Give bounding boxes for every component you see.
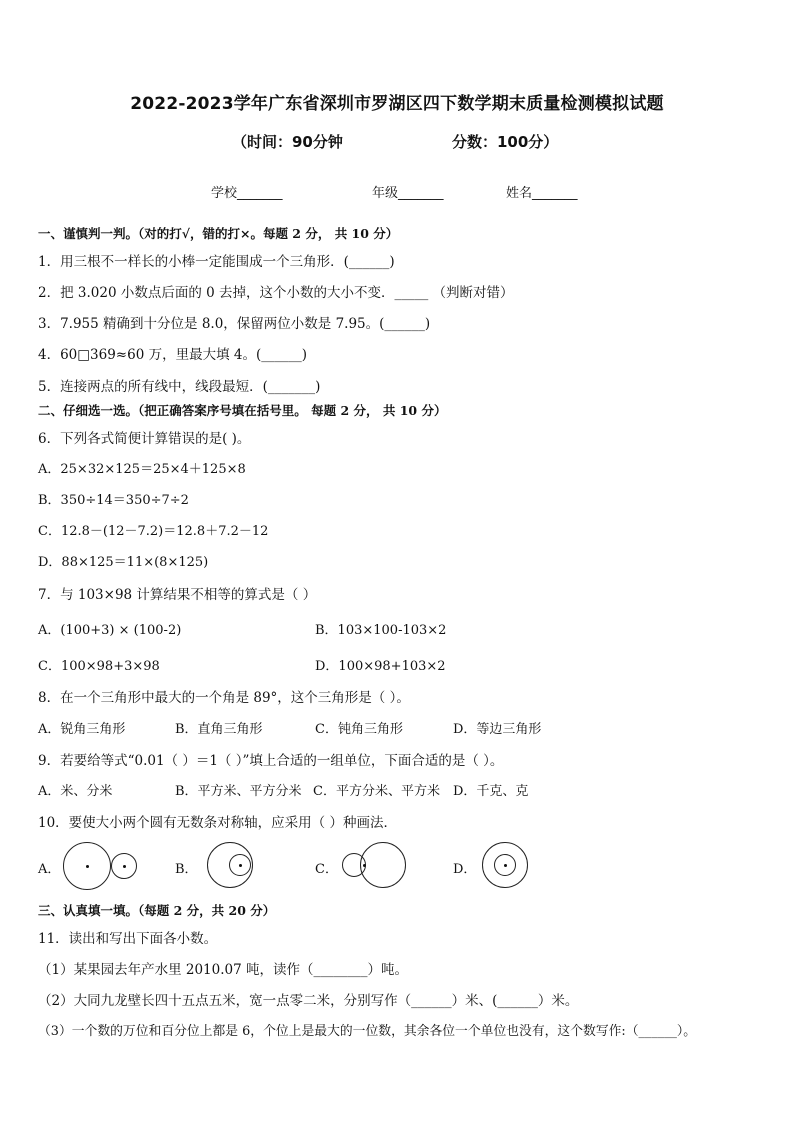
q8-option-b: B．直角三角形 xyxy=(175,722,263,737)
q6-option-c: C．12.8－(12－7.2)＝12.8＋7.2－12 xyxy=(38,524,269,539)
center-dot-icon xyxy=(239,864,242,867)
exam-score: 分数：100分） xyxy=(452,133,559,151)
section-3-heading: 三、认真填一填。（每题 2 分，共 20 分） xyxy=(38,903,276,918)
section-2-heading: 二、仔细选一选。（把正确答案序号填在括号里。 每题 2 分， 共 10 分） xyxy=(38,403,447,418)
q9-option-c: C．平方分米、平方米 xyxy=(313,784,440,799)
q8-option-d: D．等边三角形 xyxy=(453,722,542,737)
q7-option-c: C．100×98+3×98 xyxy=(38,659,160,674)
q10-option-a: A． xyxy=(38,862,61,877)
q7-option-a: A．(100+3) × (100-2) xyxy=(38,623,182,638)
question-11-3: （3）一个数的万位和百分位上都是 6，个位上是最大的一位数，其余各位一个单位也没有，这个数写作:（______）。 xyxy=(38,1024,697,1039)
question-2: 2．把 3.020 小数点后面的 0 去掉，这个小数的大小不变．_____ （判断对错） xyxy=(38,285,514,301)
grade-field: 年级_______ xyxy=(372,186,444,201)
question-6: 6．下列各式简便计算错误的是( )。 xyxy=(38,431,251,447)
q10-option-b: B． xyxy=(175,862,198,877)
q6-option-d: D．88×125＝11×(8×125) xyxy=(38,555,209,570)
question-8: 8．在一个三角形中最大的一个角是 89°，这个三角形是（ ）。 xyxy=(38,690,410,706)
center-dot-icon xyxy=(123,865,126,868)
q6-option-b: B．350÷14＝350÷7÷2 xyxy=(38,493,189,508)
q9-option-a: A．米、分米 xyxy=(38,784,113,799)
q10-option-c: C． xyxy=(315,862,338,877)
q9-option-b: B．平方米、平方分米 xyxy=(175,784,302,799)
q10-option-d: D． xyxy=(453,862,477,877)
question-3: 3．7.955 精确到十分位是 8.0，保留两位小数是 7.95。(______) xyxy=(38,316,431,332)
question-4: 4．60□369≈60 万，里最大填 4。(______) xyxy=(38,347,307,363)
q7-option-d: D．100×98+103×2 xyxy=(315,659,446,674)
q8-option-a: A．锐角三角形 xyxy=(38,722,126,737)
center-dot-icon xyxy=(86,865,89,868)
center-dot-icon xyxy=(504,864,507,867)
center-dot-icon xyxy=(363,864,366,867)
school-field: 学校_______ xyxy=(211,186,283,201)
exam-time: （时间：90分钟 xyxy=(232,133,343,151)
name-field: 姓名_______ xyxy=(506,186,578,201)
question-1: 1．用三根不一样长的小棒一定能围成一个三角形．(______) xyxy=(38,254,395,270)
question-11-1: （1）某果园去年产水里 2010.07 吨，读作（________）吨。 xyxy=(38,962,408,978)
section-1-heading: 一、谨慎判一判。（对的打√，错的打×。每题 2 分， 共 10 分） xyxy=(38,226,399,241)
q8-option-c: C．钝角三角形 xyxy=(315,722,403,737)
question-11-2: （2）大同九龙壁长四十五点五米，宽一点零二米，分别写作（______）米、(______）米。 xyxy=(38,993,579,1009)
large-circle-icon xyxy=(360,842,406,888)
page-title: 2022-2023学年广东省深圳市罗湖区四下数学期末质量检测模拟试题 xyxy=(130,94,664,114)
q7-option-b: B．103×100-103×2 xyxy=(315,623,447,638)
q6-option-a: A．25×32×125＝25×4＋125×8 xyxy=(38,462,246,477)
question-9: 9．若要给等式“0.01（ ）＝1（ ）”填上合适的一组单位，下面合适的是（ ）。 xyxy=(38,753,504,769)
question-7: 7．与 103×98 计算结果不相等的算式是（ ） xyxy=(38,587,317,603)
question-10: 10．要使大小两个圆有无数条对称轴，应采用（ ）种画法． xyxy=(38,815,397,831)
question-11: 11．读出和写出下面各小数。 xyxy=(38,931,218,947)
q9-option-d: D．千克、克 xyxy=(453,784,529,799)
question-5: 5．连接两点的所有线中，线段最短．(_______) xyxy=(38,379,321,395)
